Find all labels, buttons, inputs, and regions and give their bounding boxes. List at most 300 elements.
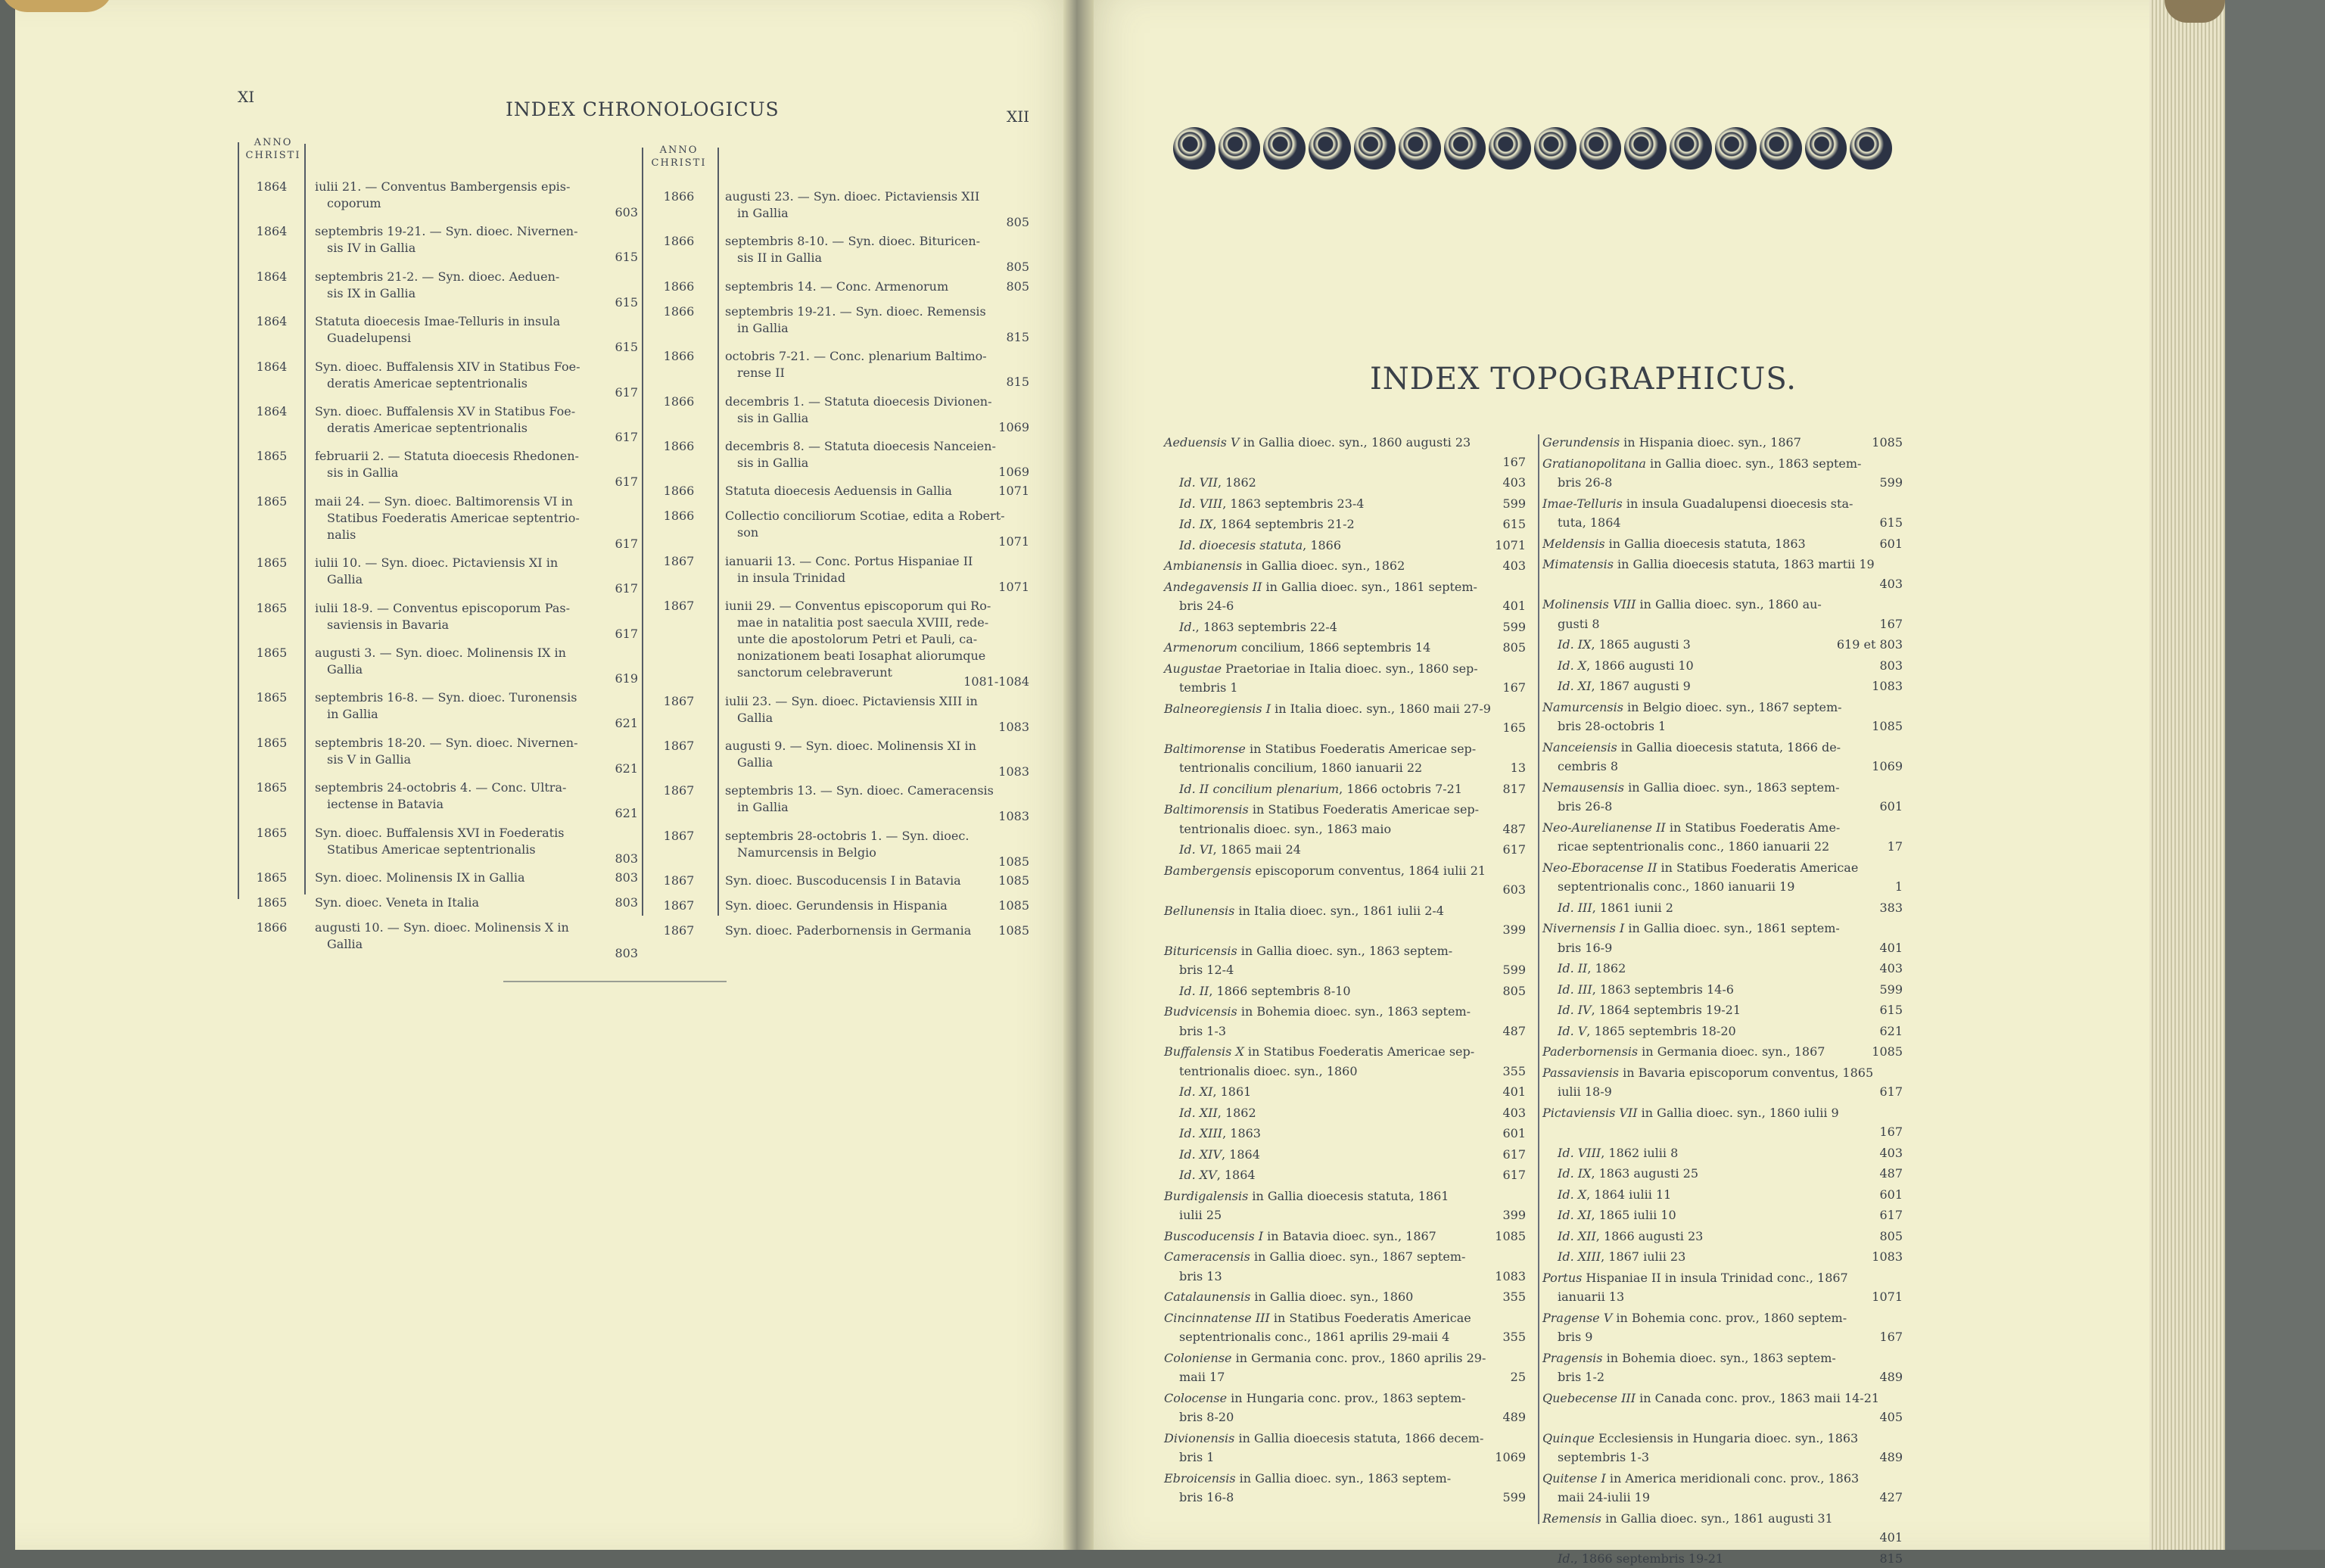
index-entry-text: tembris 1	[1179, 680, 1238, 695]
index-entry-text: Id. XI, 1861	[1179, 1084, 1252, 1099]
entry-page: 1071	[998, 534, 1029, 549]
index-entry-page: 489	[1502, 1410, 1526, 1424]
index-entry-page: 1069	[1872, 759, 1903, 773]
entry-text: Statibus Foederatis Americae septentrio-	[327, 510, 580, 525]
entry-year: 1867	[663, 739, 695, 753]
index-entry-text: bris 13	[1179, 1268, 1222, 1283]
ornament-icon	[1624, 127, 1667, 170]
index-entry-text: Catalaunensis in Gallia dioec. syn., 1860	[1164, 1290, 1414, 1304]
index-entry-page: 599	[1879, 982, 1903, 997]
ornament-icon	[1489, 127, 1531, 170]
ornament-icon	[1173, 127, 1215, 170]
index-entry-page: 815	[1879, 1551, 1903, 1566]
entry-year: 1865	[256, 493, 288, 509]
index-entry-text: ianuarii 13	[1558, 1290, 1625, 1304]
entry-text: Syn. dioec. Veneta in Italia	[315, 895, 480, 910]
entry-page: 1069	[998, 465, 1029, 480]
index-entry-page: 617	[1502, 1146, 1526, 1162]
index-entry-text: Baltimorense in Statibus Foederatis Americae sep-	[1164, 741, 1477, 756]
entry-text: in Gallia	[737, 206, 789, 220]
entry-year: 1866	[663, 439, 695, 453]
ornament-icon	[1219, 127, 1261, 170]
topographical-column-1	[1164, 433, 1526, 1530]
index-entry-text: Andegavensis II in Gallia dioec. syn., 1861 septem-	[1164, 579, 1477, 594]
entry-year: 1867	[663, 693, 695, 708]
index-entry-page: 615	[1502, 517, 1526, 531]
index-entry-text: Cameracensis in Gallia dioec. syn., 1867 septem-	[1164, 1249, 1466, 1264]
ornament-icon	[1715, 127, 1757, 170]
index-entry-text: Id. XIII, 1863	[1179, 1126, 1261, 1140]
entry-page: 1083	[998, 764, 1029, 779]
index-entry-page: 167	[1502, 454, 1526, 469]
entry-year: 1864	[256, 269, 288, 284]
index-entry-page: 1083	[1872, 679, 1903, 693]
entry-page: 1069	[998, 419, 1029, 434]
entry-year: 1867	[663, 873, 695, 888]
entry-page: 803	[615, 870, 638, 885]
index-entry-text: Id. VI, 1865 maii 24	[1179, 842, 1301, 857]
entry-year: 1866	[663, 509, 695, 524]
entry-text: Syn. dioec. Molinensis IX in Gallia	[315, 870, 525, 885]
entry-year: 1865	[256, 870, 288, 885]
entry-page: 615	[615, 250, 638, 265]
entry-text: Gallia	[327, 572, 363, 587]
entry-year: 1866	[663, 303, 695, 319]
index-entry-text: septembris 1-3	[1558, 1450, 1650, 1464]
entry-text: sis IV in Gallia	[327, 241, 416, 256]
entry-text: sis II in Gallia	[737, 250, 823, 266]
entry-text: Gallia	[737, 710, 773, 725]
index-entry-text: Id. II, 1866 septembris 8-10	[1179, 983, 1351, 998]
entry-page: 815	[1006, 329, 1029, 344]
index-entry-page: 403	[1879, 576, 1903, 591]
index-entry-text: Imae-Telluris in insula Guadalupensi dioecesis sta-	[1542, 496, 1853, 511]
entry-page: 621	[615, 761, 638, 776]
entry-text: decembris 1. — Statuta dioecesis Divionen-	[725, 394, 992, 409]
entry-page: 617	[615, 474, 638, 490]
index-entry-page: 1	[1894, 879, 1903, 894]
index-entry-text: Id. X, 1864 iulii 11	[1558, 1187, 1672, 1202]
index-entry-text: Nanceiensis in Gallia dioecesis statuta, 1866 de-	[1542, 739, 1841, 754]
entry-page: 803	[615, 851, 638, 866]
index-entry-text: Id. IX, 1864 septembris 21-2	[1179, 517, 1355, 531]
index-entry-text: Mimatensis in Gallia dioecesis statuta, 1863 martii 19	[1542, 557, 1875, 571]
entry-text: decembris 8. — Statuta dioecesis Nanceien-	[725, 439, 996, 453]
entry-page: 1081-1084	[963, 674, 1029, 689]
entry-text: saviensis in Bavaria	[327, 617, 449, 632]
index-entry-text: bris 1	[1179, 1450, 1215, 1464]
index-entry-text: Id. XI, 1867 augusti 9	[1558, 679, 1691, 693]
ornament-icon	[1354, 127, 1396, 170]
index-entry-text: Nivernensis I in Gallia dioec. syn., 1861 septem-	[1542, 921, 1840, 935]
index-entry-text: Aeduensis V in Gallia dioec. syn., 1860 augusti 23	[1164, 435, 1471, 450]
index-entry-page: 603	[1502, 882, 1526, 897]
index-entry-text: Quitense I in America meridionali conc. prov., 1863	[1542, 1470, 1860, 1486]
index-entry-text: Neo-Aurelianense II in Statibus Foederatis Ame-	[1542, 820, 1841, 835]
index-entry-text: Buffalensis X in Statibus Foederatis Americae sep-	[1164, 1044, 1475, 1059]
entry-text: Statibus Americae septentrionalis	[327, 842, 536, 857]
entry-text: iulii 23. — Syn. dioec. Pictaviensis XIII in	[725, 693, 978, 708]
column-head	[645, 144, 713, 170]
index-entry-page: 1069	[1495, 1450, 1526, 1464]
entry-text: deratis Americae septentrionalis	[327, 421, 528, 435]
index-entry-text: Ambianensis in Gallia dioec. syn., 1862	[1164, 558, 1405, 573]
entry-page: 805	[1006, 215, 1029, 230]
index-entry-text: bris 24-6	[1179, 599, 1234, 613]
entry-year: 1864	[256, 179, 288, 194]
index-entry-text: Id., 1863 septembris 22-4	[1179, 619, 1337, 634]
entry-text: septembris 19-21. — Syn. dioec. Nivernen-	[315, 224, 578, 239]
entry-text: septembris 28-octobris 1. — Syn. dioec.	[725, 828, 970, 843]
index-entry-page: 1071	[1872, 1290, 1903, 1304]
entry-year: 1866	[663, 394, 695, 409]
entry-year: 1865	[256, 780, 288, 795]
index-entry-page: 383	[1879, 900, 1903, 915]
index-entry-text: Id. dioecesis statuta, 1866	[1179, 537, 1342, 552]
entry-year: 1865	[256, 825, 288, 840]
index-entry-page: 1083	[1495, 1268, 1526, 1283]
index-entry-text: Id. III, 1863 septembris 14-6	[1558, 982, 1734, 997]
entry-year: 1867	[663, 599, 695, 614]
index-entry-text: Augustae Praetoriae in Italia dioec. syn., 1860 sep-	[1164, 661, 1478, 676]
index-entry-page: 403	[1879, 1145, 1903, 1160]
entry-year: 1866	[663, 349, 695, 364]
index-entry-page: 599	[1502, 963, 1526, 977]
entry-year: 1865	[256, 600, 288, 615]
entry-year: 1864	[256, 314, 288, 329]
index-entry-page: 403	[1502, 475, 1526, 490]
index-entry-page: 805	[1502, 640, 1526, 655]
entry-text: Gallia	[737, 755, 773, 770]
index-entry-text: Pragense V in Bohemia conc. prov., 1860 septem-	[1542, 1310, 1847, 1325]
index-entry-text: Gerundensis in Hispania dioec. syn., 1867	[1542, 435, 1801, 450]
index-entry-text: bris 26-8	[1558, 475, 1613, 490]
entry-text: in Gallia	[327, 707, 378, 722]
index-entry-text: Id. IX, 1865 augusti 3	[1558, 637, 1691, 652]
index-entry-text: bris 1-2	[1558, 1370, 1605, 1384]
index-entry-text: Passaviensis in Bavaria episcoporum conventus, 1865	[1542, 1065, 1874, 1080]
entry-year: 1866	[663, 189, 695, 204]
index-entry-text: Id. XIV, 1864	[1179, 1146, 1260, 1162]
entry-text: octobris 7-21. — Conc. plenarium Baltimo-	[725, 349, 987, 364]
index-entry-text: tentrionalis concilium, 1860 ianuarii 22	[1179, 761, 1423, 775]
topographical-index-title: INDEX TOPOGRAPHICUS.	[1370, 362, 1797, 397]
chronology-column-1	[226, 136, 638, 961]
index-entry-text: Buscoducensis I in Batavia dioec. syn., 1867	[1164, 1228, 1436, 1243]
entry-text: septembris 21-2. — Syn. dioec. Aeduen-	[315, 269, 560, 284]
separator-rule	[503, 981, 727, 982]
index-entry-page: 167	[1879, 1125, 1903, 1139]
page-number-right: XII	[1007, 107, 1030, 126]
entry-page: 805	[1006, 260, 1029, 275]
index-entry-page: 399	[1502, 1208, 1526, 1222]
index-entry-page: 805	[1502, 983, 1526, 998]
index-entry-text: Id. IV, 1864 septembris 19-21	[1558, 1003, 1741, 1017]
entry-page: 615	[615, 340, 638, 355]
index-entry-page: 803	[1879, 658, 1903, 673]
column-divider	[1538, 434, 1539, 1524]
entry-text: Syn. dioec. Gerundensis in Hispania	[725, 898, 948, 913]
entry-text: Syn. dioec. Buffalensis XVI in Foederatis	[315, 825, 565, 840]
index-entry-page: 599	[1502, 1490, 1526, 1504]
entry-page: 621	[615, 806, 638, 821]
entry-text: iulii 10. — Syn. dioec. Pictaviensis XI in	[315, 555, 559, 571]
decorative-ornament-band	[1173, 127, 1892, 174]
index-entry-page: 401	[1879, 940, 1903, 955]
index-entry-page: 401	[1502, 599, 1526, 613]
index-entry-page: 489	[1879, 1370, 1903, 1384]
index-entry-text: tentrionalis dioec. syn., 1863 maio	[1179, 821, 1392, 836]
index-entry-text: Bellunensis in Italia dioec. syn., 1861 iulii 2-4	[1164, 903, 1444, 918]
entry-page: 1085	[998, 923, 1029, 938]
entry-text: Syn. dioec. Buffalensis XIV in Statibus Foe-	[315, 359, 580, 374]
entry-page: 1083	[998, 809, 1029, 824]
index-entry-text: Baltimorensis in Statibus Foederatis Americae sep-	[1164, 802, 1480, 817]
rule-line	[717, 148, 719, 916]
index-entry-page: 403	[1502, 558, 1526, 573]
index-entry-page: 1071	[1495, 537, 1526, 552]
index-entry-page: 1085	[1872, 435, 1903, 450]
entry-page: 603	[615, 205, 638, 220]
index-entry-page: 615	[1879, 1003, 1903, 1017]
index-entry-text: Id. VIII, 1863 septembris 23-4	[1179, 496, 1365, 511]
index-entry-page: 489	[1879, 1450, 1903, 1464]
index-entry-page: 1085	[1872, 1044, 1903, 1059]
index-entry-page: 599	[1879, 475, 1903, 490]
index-entry-text: bris 9	[1558, 1330, 1593, 1344]
chronological-index-title: INDEX CHRONOLOGICUS	[506, 98, 780, 120]
topographical-column-2	[1542, 433, 1903, 1566]
index-entry-text: Id. XV, 1864	[1179, 1168, 1256, 1182]
index-entry-text: Neo-Eboracense II in Statibus Foederatis Americae	[1542, 860, 1859, 875]
entry-text: augusti 3. — Syn. dioec. Molinensis IX in	[315, 646, 566, 660]
index-entry-text: Id. IX, 1863 augusti 25	[1558, 1166, 1699, 1181]
entry-page: 617	[615, 581, 638, 596]
entry-text: septembris 24-octobris 4. — Conc. Ultra-	[315, 780, 567, 795]
entry-page: 619	[615, 671, 638, 686]
index-entry-page: 167	[1879, 616, 1903, 631]
index-entry-text: Id., 1866 septembris 19-21	[1558, 1551, 1724, 1566]
entry-text: sis in Gallia	[737, 410, 809, 425]
entry-text: sis in Gallia	[327, 465, 399, 481]
ornament-icon	[1850, 127, 1892, 170]
entry-text: augusti 9. — Syn. dioec. Molinensis XI in	[725, 739, 976, 753]
index-entry-text: Quinque Ecclesiensis in Hungaria dioec. syn., 1863	[1542, 1430, 1859, 1445]
entry-page: 617	[615, 430, 638, 445]
index-entry-page: 13	[1510, 761, 1526, 775]
index-entry-text: septentrionalis conc., 1861 aprilis 29-maii 4	[1179, 1330, 1450, 1344]
index-entry-text: cembris 8	[1558, 759, 1619, 773]
index-entry-page: 1085	[1872, 719, 1903, 733]
index-entry-text: Cincinnatense III in Statibus Foederatis Americae	[1164, 1310, 1471, 1325]
index-entry-text: Meldensis in Gallia dioecesis statuta, 1863	[1542, 536, 1806, 551]
index-entry-text: Nemausensis in Gallia dioec. syn., 1863 septem-	[1542, 779, 1840, 795]
background-stand	[2225, 0, 2325, 1550]
index-entry-page: 601	[1879, 799, 1903, 814]
entry-text: februarii 2. — Statuta dioecesis Rhedonen-	[315, 449, 579, 464]
index-entry-text: septentrionalis conc., 1860 ianuarii 19	[1558, 879, 1795, 894]
index-entry-text: Id. X, 1866 augusti 10	[1558, 658, 1694, 673]
entry-text: sanctorum celebraverunt	[737, 665, 892, 680]
entry-page: 1085	[998, 898, 1029, 913]
index-entry-text: bris 16-9	[1558, 940, 1613, 955]
index-entry-page: 615	[1879, 515, 1903, 530]
column-head-christi: CHRISTI	[245, 150, 301, 161]
entry-year: 1867	[663, 923, 695, 938]
entry-text: iectense in Batavia	[327, 797, 444, 812]
index-entry-page: 619 et 803	[1836, 637, 1903, 652]
index-entry-text: iulii 25	[1179, 1208, 1222, 1222]
index-entry-text: Portus Hispaniae II in insula Trinidad conc., 1867	[1542, 1270, 1848, 1285]
chronology-column-2	[636, 144, 1029, 938]
index-entry-text: ricae septentrionalis conc., 1860 ianuarii 22	[1558, 839, 1830, 854]
entry-page: 1085	[998, 854, 1029, 869]
entry-text: Guadelupensi	[327, 331, 412, 346]
entry-page: 621	[615, 716, 638, 731]
entry-year: 1865	[256, 449, 288, 464]
index-entry-page: 405	[1879, 1410, 1903, 1424]
index-entry-page: 487	[1502, 1023, 1526, 1038]
entry-text: septembris 16-8. — Syn. dioec. Turonensis	[315, 690, 577, 705]
entry-text: septembris 18-20. — Syn. dioec. Nivernen-	[315, 735, 578, 750]
index-entry-text: Burdigalensis in Gallia dioecesis statuta, 1861	[1164, 1188, 1449, 1203]
entry-text: mae in natalitia post saecula XVIII, rede-	[737, 615, 989, 630]
entry-year: 1867	[663, 553, 695, 568]
index-entry-text: tuta, 1864	[1558, 515, 1621, 530]
entry-page: 617	[615, 384, 638, 400]
entry-year: 1866	[256, 920, 288, 935]
entry-text: coporum	[327, 196, 381, 210]
ornament-icon	[1760, 127, 1802, 170]
index-entry-text: Colocense in Hungaria conc. prov., 1863 septem-	[1164, 1390, 1466, 1405]
index-entry-text: Id. XII, 1862	[1179, 1105, 1256, 1120]
entry-page: 803	[615, 946, 638, 961]
entry-text: iulii 21. — Conventus Bambergensis epis-	[315, 179, 571, 194]
index-entry-text: Id. II, 1862	[1558, 961, 1626, 975]
index-entry-text: Id. VIII, 1862 iulii 8	[1558, 1145, 1679, 1160]
index-entry-text: Id. XI, 1865 iulii 10	[1558, 1208, 1676, 1222]
page-number-left: XI	[238, 88, 255, 106]
index-entry-text: Gratianopolitana in Gallia dioec. syn., 1863 septem-	[1542, 456, 1862, 471]
entry-text: deratis Americae septentrionalis	[327, 375, 528, 390]
entry-text: nalis	[327, 527, 356, 542]
entry-year: 1864	[256, 404, 288, 418]
index-entry-page: 1083	[1872, 1249, 1903, 1264]
index-entry-text: bris 28-octobris 1	[1558, 719, 1667, 733]
index-entry-text: Id. V, 1865 septembris 18-20	[1558, 1023, 1736, 1038]
entry-year: 1866	[663, 234, 695, 249]
entry-year: 1864	[256, 359, 288, 374]
entry-page: 1083	[998, 719, 1029, 734]
index-entry-page: 1085	[1495, 1228, 1526, 1243]
ornament-icon	[1805, 127, 1847, 170]
index-entry-page: 805	[1879, 1228, 1903, 1243]
index-entry-text: bris 1-3	[1179, 1023, 1227, 1038]
index-entry-text: Armenorum concilium, 1866 septembris 14	[1164, 640, 1431, 655]
index-entry-text: Paderbornensis in Germania dioec. syn., 1867	[1542, 1044, 1825, 1059]
entry-year: 1865	[256, 895, 288, 910]
entry-text: iunii 29. — Conventus episcoporum qui Ro-	[725, 599, 991, 614]
entry-text: rense II	[737, 366, 785, 381]
index-entry-page: 601	[1879, 1187, 1903, 1202]
entry-year: 1866	[663, 484, 695, 499]
column-head-anno: ANNO	[659, 145, 699, 156]
rule-line	[642, 148, 643, 916]
index-entry-text: Coloniense in Germania conc. prov., 1860 aprilis 29-	[1164, 1350, 1486, 1365]
entry-text: augusti 10. — Syn. dioec. Molinensis X in	[315, 920, 569, 935]
entry-text: Syn. dioec. Buffalensis XV in Statibus Foe-	[315, 404, 576, 418]
index-entry-text: maii 24-iulii 19	[1558, 1490, 1651, 1504]
index-entry-text: Id. VII, 1862	[1179, 475, 1256, 490]
index-entry-text: Pictaviensis VII in Gallia dioec. syn., 1860 iulii 9	[1542, 1105, 1839, 1120]
entry-text: augusti 23. — Syn. dioec. Pictaviensis XII	[725, 189, 980, 204]
index-entry-page: 617	[1502, 842, 1526, 857]
index-entry-page: 165	[1502, 720, 1526, 735]
index-entry-page: 355	[1502, 1290, 1526, 1304]
index-entry-page: 355	[1502, 1330, 1526, 1344]
index-entry-text: bris 12-4	[1179, 963, 1234, 977]
index-entry-page: 403	[1879, 961, 1903, 975]
index-entry-text: maii 17	[1179, 1370, 1225, 1384]
column-head-anno: ANNO	[254, 137, 293, 148]
index-entry-page: 601	[1879, 536, 1903, 551]
index-entry-page: 601	[1502, 1126, 1526, 1140]
index-entry-text: Namurcensis in Belgio dioec. syn., 1867 septem-	[1542, 699, 1842, 714]
entry-year: 1865	[256, 555, 288, 571]
index-entry-page: 487	[1879, 1166, 1903, 1181]
index-entry-text: iulii 18-9	[1558, 1084, 1612, 1099]
ornament-icon	[1534, 127, 1576, 170]
entry-text: in Gallia	[737, 800, 789, 815]
column-head	[239, 136, 307, 162]
entry-year: 1865	[256, 735, 288, 750]
book-gutter	[1063, 0, 1094, 1550]
entry-text: Syn. dioec. Buscoducensis I in Batavia	[725, 873, 961, 888]
entry-page: 1085	[998, 873, 1029, 888]
entry-text: septembris 19-21. — Syn. dioec. Remensis	[725, 303, 986, 319]
entry-text: in insula Trinidad	[737, 570, 846, 585]
index-entry-text: Id. XIII, 1867 iulii 23	[1558, 1249, 1686, 1264]
entry-text: iulii 18-9. — Conventus episcoporum Pas-	[315, 600, 571, 615]
index-entry-page: 427	[1879, 1490, 1903, 1504]
index-entry-page: 599	[1502, 619, 1526, 634]
index-entry-text: Id. II concilium plenarium, 1866 octobris 7-21	[1179, 781, 1463, 796]
entry-page: 803	[615, 895, 638, 910]
index-entry-page: 617	[1879, 1084, 1903, 1099]
page-edges	[2149, 0, 2225, 1550]
index-entry-page: 487	[1502, 821, 1526, 836]
entry-text: ianuarii 13. — Conc. Portus Hispaniae II	[725, 553, 973, 568]
entry-text: septembris 8-10. — Syn. dioec. Bituricen-	[725, 234, 981, 249]
entry-text: Statuta dioecesis Aeduensis in Gallia	[725, 484, 952, 499]
index-entry-text: Balneoregiensis I in Italia dioec. syn., 1860 maii 27-9	[1164, 701, 1491, 716]
ornament-icon	[1309, 127, 1351, 170]
entry-text: maii 24. — Syn. dioec. Baltimorensis VI in	[315, 493, 573, 509]
entry-year: 1867	[663, 783, 695, 798]
index-entry-page: 621	[1879, 1023, 1903, 1038]
entry-page: 615	[615, 294, 638, 310]
entry-text: Gallia	[327, 937, 363, 951]
index-entry-text: Divionensis in Gallia dioecesis statuta, 1866 decem-	[1164, 1430, 1484, 1445]
index-entry-page: 817	[1502, 781, 1526, 796]
index-entry-text: Molinensis VIII in Gallia dioec. syn., 1860 au-	[1542, 597, 1822, 611]
index-entry-page: 167	[1879, 1330, 1903, 1344]
index-entry-text: Id. XII, 1866 augusti 23	[1558, 1228, 1704, 1243]
entry-page: 1071	[998, 579, 1029, 594]
entry-year: 1866	[663, 278, 695, 294]
index-entry-text: Bambergensis episcoporum conventus, 1864 iulii 21	[1164, 863, 1486, 878]
entry-text: sis IX in Gallia	[327, 285, 416, 300]
